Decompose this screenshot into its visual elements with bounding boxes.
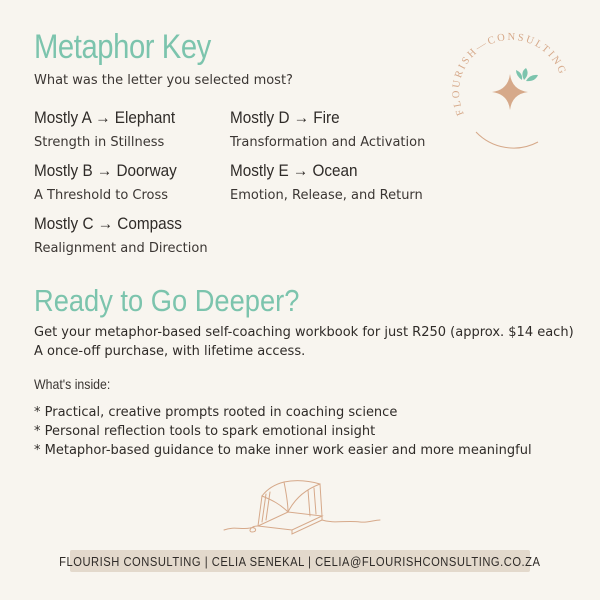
- key-heading: Mostly A → Elephant: [34, 108, 176, 127]
- section-title: Ready to Go Deeper?: [34, 283, 300, 318]
- offer-line: Get your metaphor-based self-coaching workbook for just R250 (approx. $14 each): [34, 325, 574, 340]
- key-item-b: [34, 161, 193, 203]
- leaf-icon: [516, 68, 538, 81]
- key-heading: Mostly B → Doorway: [34, 161, 177, 180]
- list-item: * Personal reflection tools to spark emotional insight: [34, 424, 376, 439]
- key-heading: Mostly C → Compass: [34, 214, 182, 233]
- key-meaning: Realignment and Direction: [34, 241, 208, 256]
- sparkle-icon: [492, 74, 528, 110]
- flourish-logo: [446, 28, 576, 158]
- list-item: * Metaphor-based guidance to make inner work easier and more meaningful: [34, 443, 532, 458]
- page-title: Metaphor Key: [34, 28, 211, 66]
- list-item: * Practical, creative prompts rooted in coaching science: [34, 405, 398, 420]
- offer-line: A once-off purchase, with lifetime access.: [34, 344, 306, 359]
- logo-text: FLOURISH—CONSULTING: [450, 31, 569, 117]
- key-meaning: A Threshold to Cross: [34, 188, 169, 203]
- logo-ring: [476, 132, 538, 148]
- feature-list: [34, 403, 532, 460]
- footer-text: FLOURISH CONSULTING | CELIA SENEKAL | CELIA@FLOURISHCONSULTING.CO.ZA: [59, 553, 541, 569]
- key-meaning: Transformation and Activation: [230, 135, 426, 150]
- key-item-e: [230, 161, 423, 203]
- open-book-illustration: [222, 470, 382, 540]
- inside-label: What's inside:: [34, 376, 111, 392]
- key-item-d: [230, 108, 425, 150]
- key-item-a: [34, 108, 191, 150]
- key-meaning: Emotion, Release, and Return: [230, 188, 423, 203]
- page-subtitle: What was the letter you selected most?: [34, 73, 293, 88]
- key-meaning: Strength in Stillness: [34, 135, 165, 150]
- offer-text: [34, 323, 574, 361]
- key-heading: Mostly E → Ocean: [230, 161, 358, 180]
- footer-contact-bar: [59, 550, 541, 572]
- key-item-c: [34, 214, 208, 256]
- key-heading: Mostly D → Fire: [230, 108, 340, 127]
